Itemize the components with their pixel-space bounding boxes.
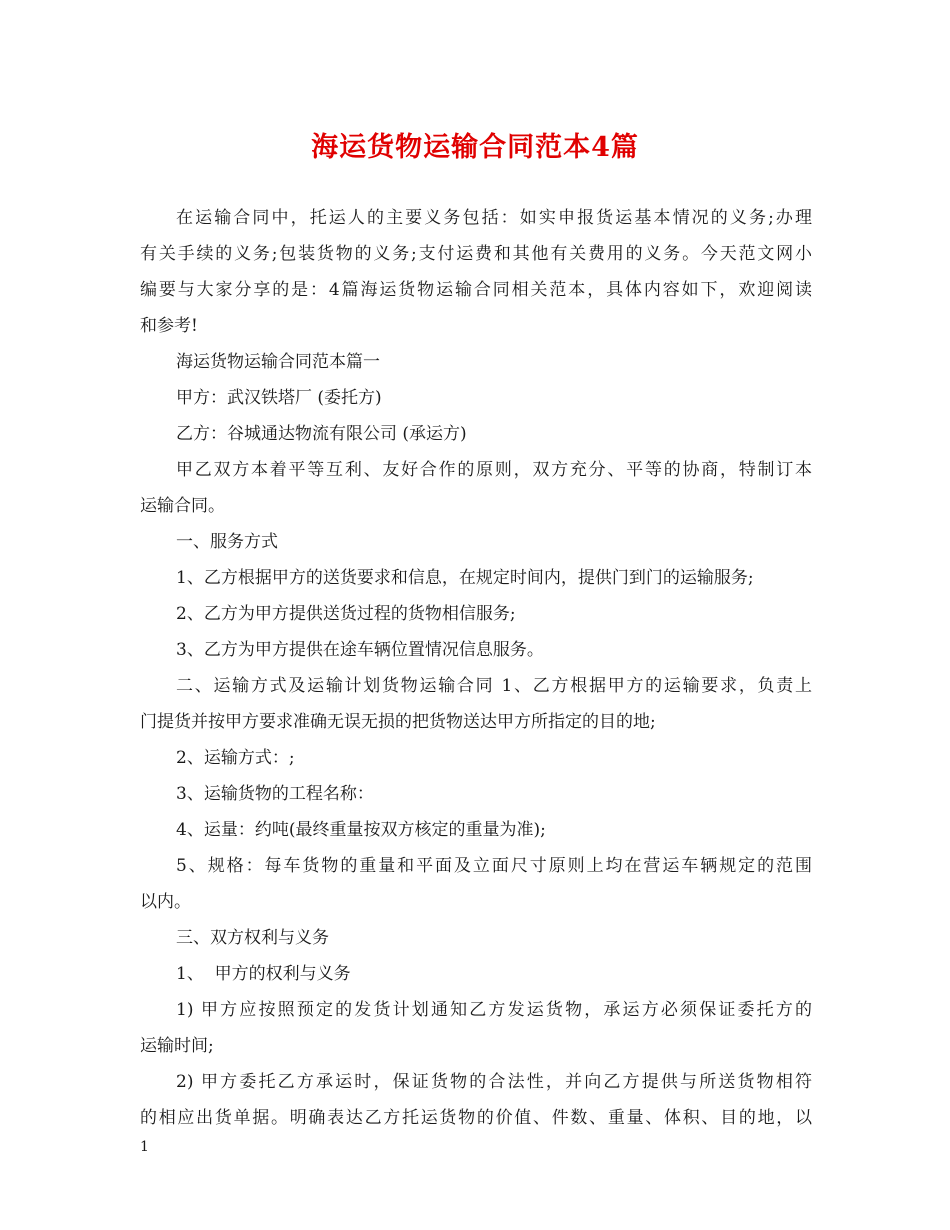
paragraph-line: 有关手续的义务;包装货物的义务;支付运费和其他有关费用的义务。今天范文网小: [140, 244, 812, 264]
party-b-line: 乙方：谷城通达物流有限公司 (承运方): [176, 424, 467, 444]
paragraph-line: 运输合同。: [140, 496, 225, 516]
clause-heading: 一、服务方式: [176, 532, 278, 552]
page-number: 1: [140, 1139, 149, 1155]
paragraph-line: 以内。: [140, 892, 191, 912]
paragraph-line: 在运输合同中，托运人的主要义务包括：如实申报货运基本情况的义务;办理: [176, 208, 812, 228]
clause-item: 3、运输货物的工程名称：: [176, 784, 374, 804]
document-title: 海运货物运输合同范本4篇: [311, 132, 639, 163]
clause-item: 5、规格：每车货物的重量和平面及立面尺寸原则上均在营运车辆规定的范围: [176, 856, 812, 876]
clause-heading: 三、双方权利与义务: [176, 928, 329, 948]
section-heading: 海运货物运输合同范本篇一: [176, 352, 380, 372]
paragraph-line: 运输时间;: [140, 1036, 214, 1056]
clause-subheading: 1、 甲方的权利与义务: [176, 964, 351, 984]
clause-item: 2) 甲方委托乙方承运时，保证货物的合法性，并向乙方提供与所送货物相符: [176, 1072, 812, 1092]
document-body: [140, 200, 812, 1136]
clause-item: 1) 甲方应按照预定的发货计划通知乙方发运货物，承运方必须保证委托方的: [176, 1000, 812, 1020]
clause-item: 3、乙方为甲方提供在途车辆位置情况信息服务。: [176, 640, 544, 660]
paragraph-line: 和参考!: [140, 316, 198, 336]
clause-item: 4、运量：约吨(最终重量按双方核定的重量为准);: [176, 820, 546, 840]
clause-item: 2、乙方为甲方提供送货过程的货物相信服务;: [176, 604, 516, 624]
clause-item: 2、运输方式：;: [176, 748, 295, 768]
paragraph-line: 门提货并按甲方要求准确无误无损的把货物送达甲方所指定的目的地;: [140, 712, 656, 732]
party-a-line: 甲方：武汉铁塔厂 (委托方): [176, 388, 382, 408]
clause-item: 1、乙方根据甲方的送货要求和信息，在规定时间内，提供门到门的运输服务;: [176, 568, 754, 588]
paragraph-line: 编要与大家分享的是：4篇海运货物运输合同相关范本，具体内容如下，欢迎阅读: [140, 280, 812, 300]
clause-heading: 二、运输方式及运输计划货物运输合同 1、乙方根据甲方的运输要求，负责上: [176, 676, 812, 696]
paragraph-line: 的相应出货单据。明确表达乙方托运货物的价值、件数、重量、体积、目的地，以: [140, 1108, 812, 1128]
paragraph-line: 甲乙双方本着平等互利、友好合作的原则，双方充分、平等的协商，特制订本: [176, 460, 812, 480]
